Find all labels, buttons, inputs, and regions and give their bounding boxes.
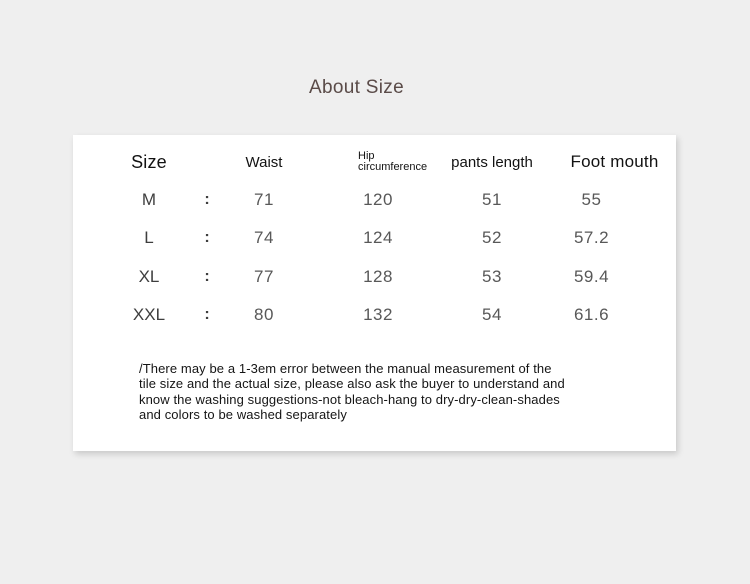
waist-value: 80 (254, 305, 274, 325)
hip-value: 132 (363, 305, 393, 325)
size-chart-card (73, 135, 676, 451)
size-label: XL (138, 266, 160, 286)
column-header-size: Size (131, 151, 167, 172)
colon-separator: : (204, 267, 210, 285)
size-label: M (141, 190, 157, 210)
waist-value: 71 (254, 190, 274, 210)
pants-length-value: 52 (482, 228, 502, 248)
waist-value: 74 (254, 228, 274, 248)
column-header-pants-length: pants length (451, 153, 533, 171)
page-title: About Size (309, 77, 404, 98)
column-header-foot-mouth: Foot mouth (570, 152, 659, 171)
colon-separator: : (204, 229, 210, 247)
page-title-wrap (0, 76, 713, 100)
pants-length-value: 51 (482, 190, 502, 210)
column-header-waist: Waist (245, 153, 283, 171)
hip-value: 120 (363, 190, 393, 210)
colon-separator: : (204, 191, 210, 209)
note-line: and colors to be washed separately (139, 407, 347, 423)
pants-length-value: 53 (482, 266, 502, 286)
size-label: XXL (132, 305, 166, 325)
hip-value: 128 (363, 266, 393, 286)
note-line: know the washing suggestions-not bleach-hang to dry-dry-clean-shades (139, 391, 560, 407)
size-table (113, 135, 676, 334)
foot-mouth-value: 57.2 (573, 228, 610, 248)
note-line: tile size and the actual size, please also ask the buyer to understand and (139, 376, 565, 392)
waist-value: 77 (254, 266, 274, 286)
hip-value: 124 (363, 228, 393, 248)
colon-separator: : (204, 306, 210, 324)
measurement-note (139, 361, 659, 422)
foot-mouth-value: 61.6 (573, 305, 610, 325)
column-header-hip-circumference: Hip circumference (358, 149, 428, 173)
column-header-spacer (185, 135, 229, 181)
foot-mouth-value: 59.4 (573, 266, 610, 286)
size-label: L (144, 228, 154, 248)
note-line: /There may be a 1-3em error between the manual measurement of the (139, 361, 552, 377)
foot-mouth-value: 55 (581, 190, 602, 210)
pants-length-value: 54 (482, 305, 502, 325)
